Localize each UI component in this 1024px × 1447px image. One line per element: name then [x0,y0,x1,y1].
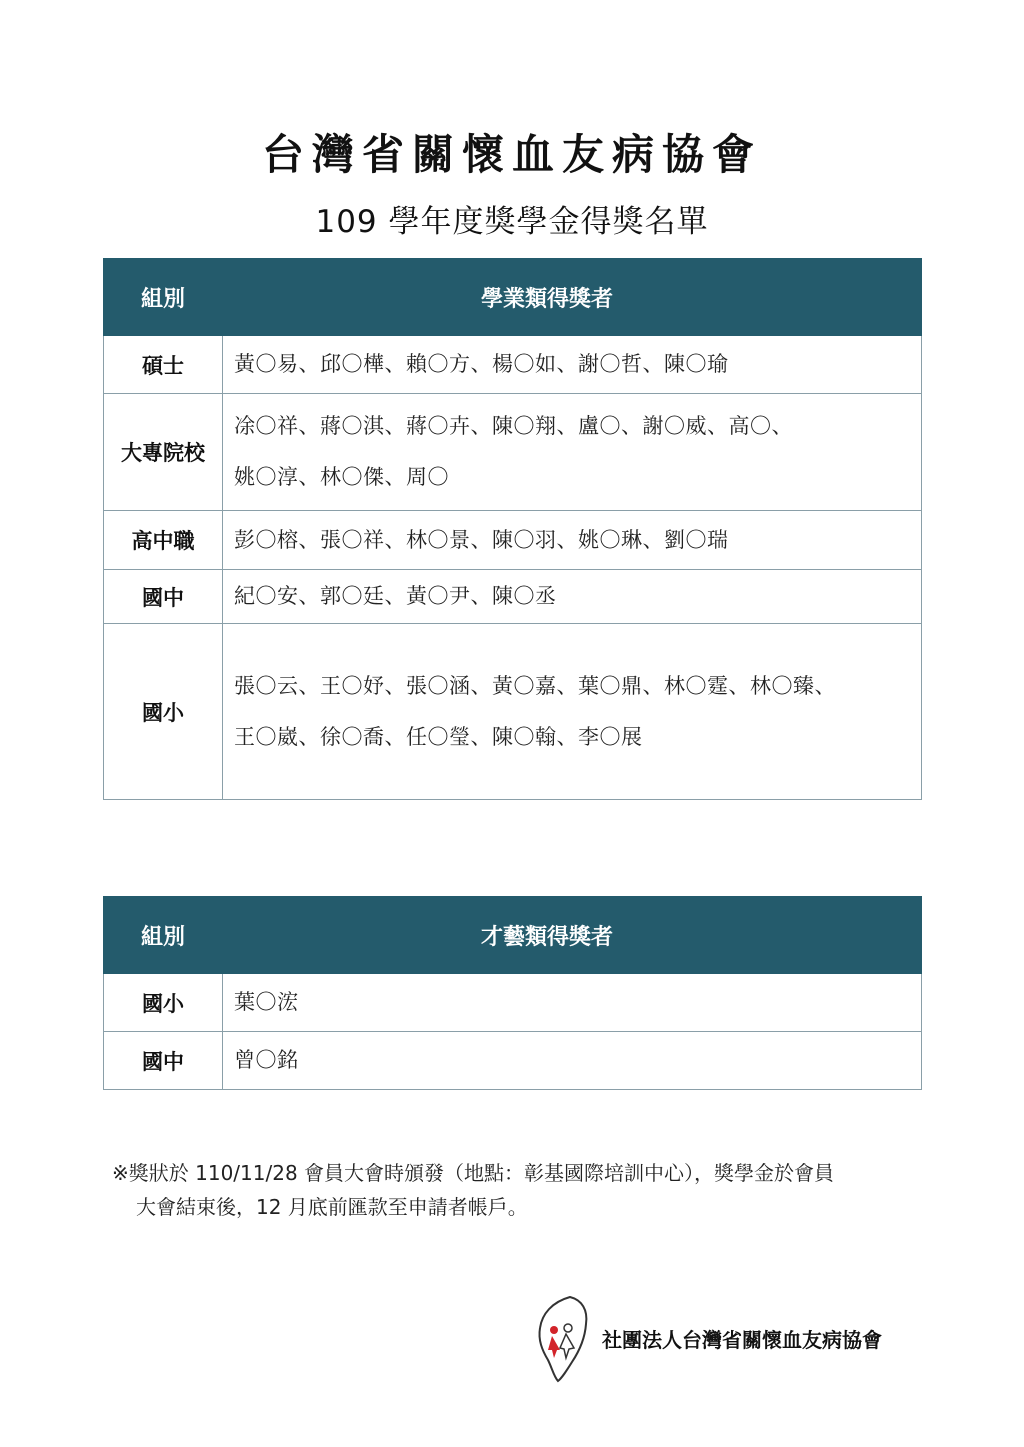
names-line: 黃〇易、邱〇樺、賴〇方、楊〇如、謝〇哲、陳〇瑜 [234,352,729,376]
table-row [104,511,922,570]
table-header-row [104,897,922,974]
names-line: 張〇云、王〇妤、張〇涵、黃〇嘉、葉〇鼎、林〇霆、林〇臻、 [234,673,836,698]
note-line-2: 大會結束後，12 月底前匯款至申請者帳戶。 [136,1195,528,1219]
winner-names [223,974,922,1032]
footer [530,1294,930,1384]
header-winners: 才藝類得獎者 [223,897,922,974]
header-winners: 學業類得獎者 [223,259,922,336]
names-line: 凃〇祥、蔣〇淇、蔣〇卉、陳〇翔、盧〇、謝〇威、高〇、 [234,414,793,438]
group-label: 國小 [104,624,223,800]
talent-awards-table [103,896,922,1090]
names-line: 曾〇銘 [234,1048,299,1072]
winner-names [223,570,922,624]
table-row [104,624,922,800]
winner-names [223,624,922,800]
table-row [104,570,922,624]
winner-names [223,394,922,511]
header-group: 組別 [104,897,223,974]
group-label: 碩士 [104,336,223,394]
award-note [112,1156,932,1224]
winner-names [223,1032,922,1090]
winner-names [223,336,922,394]
group-label: 高中職 [104,511,223,570]
names-line: 紀〇安、郭〇廷、黃〇尹、陳〇丞 [234,584,557,608]
group-label: 國中 [104,1032,223,1090]
page-subtitle: 109 學年度獎學金得獎名單 [315,204,709,240]
winner-names [223,511,922,570]
names-line: 王〇崴、徐〇喬、任〇瑩、陳〇翰、李〇展 [234,724,643,749]
table-row [104,336,922,394]
group-label: 國中 [104,570,223,624]
organization-name: 社團法人台灣省關懷血友病協會 [602,1328,882,1352]
names-line: 彭〇榕、張〇祥、林〇景、陳〇羽、姚〇琳、劉〇瑞 [234,527,729,552]
header-group: 組別 [104,259,223,336]
academic-awards-table [103,258,922,800]
table-header-row [104,259,922,336]
table-row [104,394,922,511]
page-title: 台灣省關懷血友病協會 [261,130,762,179]
note-line-1: ※獎狀於 110/11/28 會員大會時頒發（地點：彰基國際培訓中心），獎學金於會員 [112,1161,835,1185]
group-label: 大專院校 [104,394,223,511]
table-row [104,974,922,1032]
group-label: 國小 [104,974,223,1032]
names-line: 姚〇淳、林〇傑、周〇 [234,465,449,489]
table-row [104,1032,922,1090]
names-line: 葉〇浤 [234,990,299,1014]
